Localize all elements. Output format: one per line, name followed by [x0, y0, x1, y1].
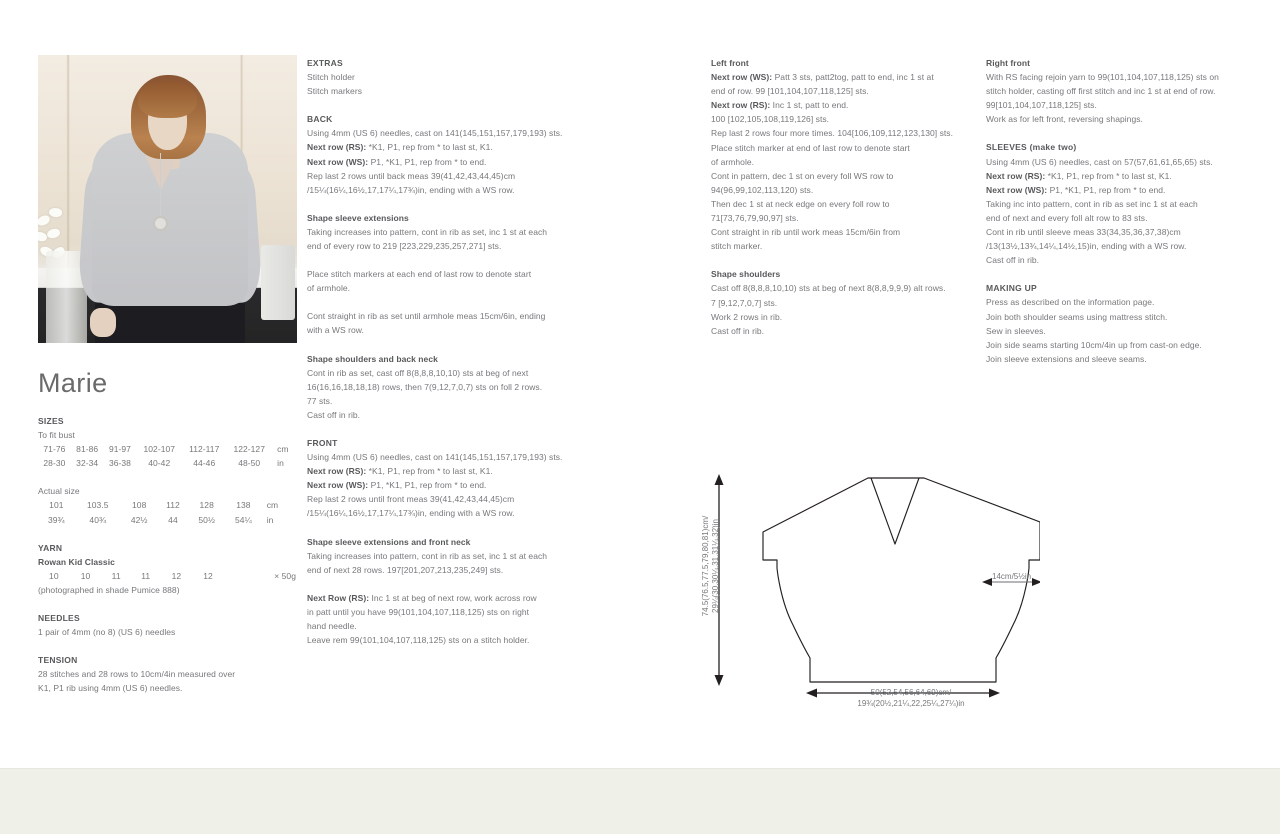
- front-next-row-text: Inc 1 st at beg of next row, work across row: [369, 592, 537, 603]
- making-up-line-2: Join both shoulder seams using mattress stitch.: [986, 311, 1168, 322]
- left-front-shoulders-line-2: 7 [9,12,7,0,7] sts.: [711, 297, 778, 308]
- left-front-line-13: stitch marker.: [711, 241, 763, 252]
- extras-heading: EXTRAS: [307, 58, 343, 68]
- back-row-ws-text: P1, *K1, P1, rep from * to end.: [368, 156, 487, 167]
- left-front-row-ws: [711, 70, 976, 84]
- sleeves-row-ws-text: P1, *K1, P1, rep from * to end.: [1047, 184, 1166, 195]
- to-fit-in-3: 40-42: [148, 458, 171, 469]
- left-front-line-2: end of row. 99 [101,104,107,118,125] sts.: [711, 86, 869, 97]
- front-next-row: [307, 591, 577, 605]
- actual-in-4: 50½: [198, 514, 216, 525]
- tension-heading: TENSION: [38, 655, 78, 666]
- back-row-rs: [307, 140, 577, 154]
- actual-cm-unit: cm: [266, 500, 279, 511]
- footer-band: [0, 768, 1280, 834]
- column-back-front: [307, 56, 577, 647]
- front-sleeve-ext-line-1: Taking increases into pattern, cont in rib as set, inc 1 st at each: [307, 550, 548, 561]
- front-next-row-label: Next Row (RS):: [307, 592, 370, 603]
- back-line-4: Rep last 2 rows until back meas 39(41,42,43,44,45)cm: [307, 170, 516, 181]
- left-front-row-rs-text: Inc 1 st, patt to end.: [770, 100, 849, 111]
- front-heading: FRONT: [307, 437, 338, 448]
- needles-text: 1 pair of 4mm (no 8) (US 6) needles: [38, 627, 176, 638]
- tension-line-2: K1, P1 rib using 4mm (US 6) needles.: [38, 683, 183, 694]
- front-sleeve-ext-line-6: Leave rem 99(101,104,107,118,125) sts on a stitch holder.: [307, 635, 530, 646]
- back-sleeve-ext-line-2: end of every row to 219 [223,229,235,257,271] sts.: [307, 241, 502, 252]
- left-front-line-5: Rep last 2 rows four more times. 104[106,109,112,123,130] sts.: [711, 128, 954, 139]
- sleeves-row-rs: [986, 169, 1254, 183]
- back-line-5: /15¼(16¼,16½,17,17¼,17¾)in, ending with a WS row.: [307, 184, 515, 195]
- left-front-shoulders-line-1: Cast off 8(8,8,8,10,10) sts at beg of next 8(8,8,9,9,9) alt rows.: [711, 283, 946, 294]
- actual-in-2: 42½: [130, 514, 148, 525]
- yarn-quantity-table: [38, 569, 296, 583]
- column-right-front-sleeves: [986, 56, 1254, 366]
- yarn-qty-2: 11: [111, 570, 121, 581]
- front-line-4: Rep last 2 rows until front meas 39(41,42,43,44,45)cm: [307, 494, 515, 505]
- front-sleeve-ext-line-4: in patt until you have 99(101,104,107,118,125) sts on right: [307, 606, 530, 617]
- table-row: [38, 442, 296, 456]
- sleeves-line-8: Cast off in rib.: [986, 255, 1040, 266]
- to-fit-cm-2: 91-97: [108, 444, 131, 455]
- left-front-line-10: Then dec 1 st at neck edge on every foll row to: [711, 198, 890, 209]
- photo-model-hair-fringe: [138, 81, 198, 118]
- yarn-brand: Rowan Kid Classic: [38, 556, 115, 567]
- front-sleeve-ext-heading: Shape sleeve extensions and front neck: [307, 536, 471, 547]
- back-sleeve-ext-line-6: with a WS row.: [307, 325, 364, 336]
- front-row-rs-text: *K1, P1, rep from * to last st, K1.: [366, 466, 493, 477]
- photo-model-vneckline: [145, 156, 177, 190]
- to-fit-cm-unit: cm: [277, 444, 289, 455]
- front-sleeve-ext-line-2: end of next 28 rows. 197[201,207,213,235,249] sts.: [307, 564, 504, 575]
- making-up-line-1: Press as described on the information page.: [986, 297, 1155, 308]
- actual-cm-3: 112: [166, 500, 180, 511]
- left-front-shoulders-line-4: Cast off in rib.: [711, 325, 765, 336]
- back-heading: BACK: [307, 114, 333, 125]
- extras-item-1: Stitch markers: [307, 86, 363, 97]
- table-row: [38, 498, 296, 512]
- actual-in-0: 39¾: [47, 514, 65, 525]
- yarn-qty-5: 12: [203, 570, 213, 581]
- back-sleeve-ext-line-5: Cont straight in rib as set until armhole meas 15cm/6in, ending: [307, 311, 546, 322]
- right-front-line-3: 99[101,104,107,118,125] sts.: [986, 100, 1097, 111]
- front-sleeve-ext-line-5: hand needle.: [307, 621, 357, 631]
- actual-cm-1: 103.5: [87, 500, 109, 511]
- column-left-front: [711, 56, 976, 338]
- left-front-shoulders-line-3: Work 2 rows in rib.: [711, 311, 783, 322]
- sleeves-row-ws-label: Next row (WS):: [986, 184, 1048, 195]
- to-fit-in-4: 44-46: [193, 458, 216, 469]
- left-front-row-ws-text: Patt 3 sts, patt2tog, patt to end, inc 1 st at: [772, 72, 934, 83]
- left-front-line-9: 94(96,99,102,113,120) sts.: [711, 184, 814, 195]
- actual-size-table: [38, 498, 296, 526]
- actual-in-5: 54¼: [235, 514, 252, 525]
- sleeves-line-4: Taking inc into pattern, cont in rib as set inc 1 st at each: [986, 198, 1198, 209]
- back-sleeve-ext-heading: Shape sleeve extensions: [307, 212, 409, 223]
- right-front-heading: Right front: [986, 58, 1030, 68]
- sleeves-line-1: Using 4mm (US 6) needles, cast on 57(57,61,61,65,65) sts.: [986, 156, 1213, 167]
- yarn-shade-note: (photographed in shade Pumice 888): [38, 584, 180, 595]
- tension-line-1: 28 stitches and 28 rows to 10cm/4in measured over: [38, 669, 236, 680]
- to-fit-cm-3: 102-107: [143, 444, 176, 455]
- schematic-sleeve-label: 14cm/5½in: [992, 572, 1032, 581]
- yarn-qty-4: 12: [171, 570, 182, 581]
- sleeves-row-ws: [986, 183, 1254, 197]
- yarn-qty-1: 10: [80, 570, 91, 581]
- making-up-line-3: Sew in sleeves.: [986, 325, 1046, 336]
- back-shoulders-heading: Shape shoulders and back neck: [307, 353, 438, 364]
- to-fit-cm-5: 122-127: [233, 444, 265, 455]
- schematic-height-label: [701, 290, 720, 617]
- sleeves-row-rs-text: *K1, P1, rep from * to last st, K1.: [1045, 170, 1172, 181]
- table-row: [38, 569, 296, 583]
- actual-cm-5: 138: [236, 500, 251, 511]
- left-front-row-rs-label: Next row (RS):: [711, 100, 771, 111]
- yarn-qty-3: 11: [141, 570, 151, 581]
- photo-model-necklace-chain: [160, 153, 161, 219]
- sizes-table: [38, 442, 296, 470]
- sleeves-row-rs-label: Next row (RS):: [986, 170, 1046, 181]
- to-fit-cm-1: 81-86: [76, 444, 99, 455]
- to-fit-bust-label: To fit bust: [38, 430, 75, 441]
- left-front-row-rs: [711, 98, 976, 112]
- to-fit-in-unit: in: [277, 458, 284, 469]
- to-fit-in-2: 36-38: [108, 458, 131, 469]
- to-fit-in-0: 28-30: [43, 458, 66, 469]
- actual-cm-0: 101: [49, 500, 64, 511]
- photo-chair: [261, 245, 295, 320]
- left-front-row-ws-label: Next row (WS):: [711, 72, 773, 83]
- right-front-line-4: Work as for left front, reversing shapings.: [986, 114, 1143, 125]
- front-row-ws: [307, 478, 577, 492]
- left-front-line-8: Cont in pattern, dec 1 st on every foll WS row to: [711, 170, 894, 181]
- front-row-rs: [307, 464, 577, 478]
- to-fit-in-5: 48-50: [238, 458, 261, 469]
- back-row-rs-label: Next row (RS):: [307, 142, 367, 153]
- column-sizes-yarn: [38, 414, 296, 696]
- back-row-ws: [307, 155, 577, 169]
- needles-heading: NEEDLES: [38, 613, 80, 624]
- actual-in-unit: in: [266, 514, 274, 525]
- making-up-heading: MAKING UP: [986, 283, 1037, 294]
- to-fit-in-1: 32-34: [76, 458, 99, 469]
- garment-photo: [38, 55, 297, 343]
- photo-model-hands: [90, 308, 116, 337]
- left-front-line-12: Cont straight in rib until work meas 15cm/6in from: [711, 227, 901, 238]
- front-row-ws-text: P1, *K1, P1, rep from * to end.: [368, 480, 487, 491]
- sizes-heading: SIZES: [38, 416, 64, 426]
- schematic-width-line-2: 19¾(20½,21¼,22,25¼,27¼)in: [857, 699, 965, 708]
- back-shoulders-line-1: Cont in rib as set, cast off 8(8,8,8,10,10) sts at beg of next: [307, 367, 529, 378]
- schematic-width-label: [826, 687, 996, 709]
- front-line-1: Using 4mm (US 6) needles, cast on 141(145,151,157,179,193) sts.: [307, 452, 563, 463]
- front-line-5: /15¼(16¼,16½,17,17¼,17¾)in, ending with a WS row.: [307, 508, 515, 519]
- schematic-width-line-1: 50(52,54,56,64,69)cm/: [870, 688, 952, 697]
- to-fit-cm-4: 112-117: [189, 444, 220, 455]
- to-fit-cm-0: 71-76: [43, 444, 66, 455]
- yarn-qty-0: 10: [49, 570, 59, 581]
- left-front-line-7: of armhole.: [711, 156, 755, 167]
- yarn-unit: × 50g: [274, 570, 296, 581]
- front-row-rs-label: Next row (RS):: [307, 466, 367, 477]
- back-sleeve-ext-line-1: Taking increases into pattern, cont in rib as set, inc 1 st at each: [307, 226, 548, 237]
- right-front-line-2: stitch holder, casting off first stitch and inc 1 st at end of row.: [986, 86, 1216, 97]
- making-up-line-4: Join side seams starting 10cm/4in up from cast-on edge.: [986, 339, 1202, 350]
- sleeves-heading: SLEEVES (make two): [986, 142, 1077, 153]
- table-row: [38, 456, 296, 470]
- actual-in-3: 44: [168, 514, 178, 525]
- table-row: [38, 513, 296, 527]
- back-row-rs-text: *K1, P1, rep from * to last st, K1.: [366, 142, 493, 153]
- back-shoulders-line-2: 16(16,16,18,18,18) rows, then 7(9,12,7,0,7) sts on foll 2 rows.: [307, 381, 543, 392]
- back-sleeve-ext-line-3: Place stitch markers at each end of last row to denote start: [307, 269, 532, 280]
- actual-cm-4: 128: [199, 500, 214, 511]
- left-front-shoulders-heading: Shape shoulders: [711, 269, 781, 280]
- sleeves-line-7: /13(13½,13¾,14¼,14½,15)in, ending with a WS row.: [986, 241, 1187, 252]
- actual-size-label: Actual size: [38, 486, 80, 497]
- back-sleeve-ext-line-4: of armhole.: [307, 283, 351, 294]
- page-title: Marie: [38, 368, 108, 398]
- yarn-heading: YARN: [38, 542, 63, 553]
- back-shoulders-line-3: 77 sts.: [307, 395, 333, 406]
- actual-cm-2: 108: [132, 500, 147, 511]
- making-up-line-5: Join sleeve extensions and sleeve seams.: [986, 353, 1147, 364]
- back-row-ws-label: Next row (WS):: [307, 156, 369, 167]
- left-front-line-6: Place stitch marker at end of last row to denote start: [711, 142, 910, 153]
- sleeves-line-5: end of next and every foll alt row to 83 sts.: [986, 212, 1148, 223]
- extras-item-0: Stitch holder: [307, 72, 355, 83]
- back-shoulders-line-4: Cast off in rib.: [307, 409, 361, 420]
- back-line-1: Using 4mm (US 6) needles, cast on 141(145,151,157,179,193) sts.: [307, 128, 563, 139]
- front-row-ws-label: Next row (WS):: [307, 480, 369, 491]
- actual-in-1: 40¾: [89, 514, 107, 525]
- schematic-height-line-2: 29¼(30,30¼,31,31¼,32)in: [711, 519, 720, 613]
- left-front-line-11: 71[73,76,79,90,97] sts.: [711, 213, 799, 224]
- right-front-line-1: With RS facing rejoin yarn to 99(101,104,107,118,125) sts on: [986, 72, 1219, 83]
- left-front-line-4: 100 [102,105,108,119,126] sts.: [711, 114, 830, 125]
- schematic-height-line-1: 74.5(76.5,77.5,79,80,81)cm/: [701, 515, 710, 617]
- sleeves-line-6: Cont in rib until sleeve meas 33(34,35,36,37,38)cm: [986, 227, 1181, 238]
- garment-schematic-diagram: [700, 450, 1040, 720]
- left-front-heading: Left front: [711, 58, 749, 68]
